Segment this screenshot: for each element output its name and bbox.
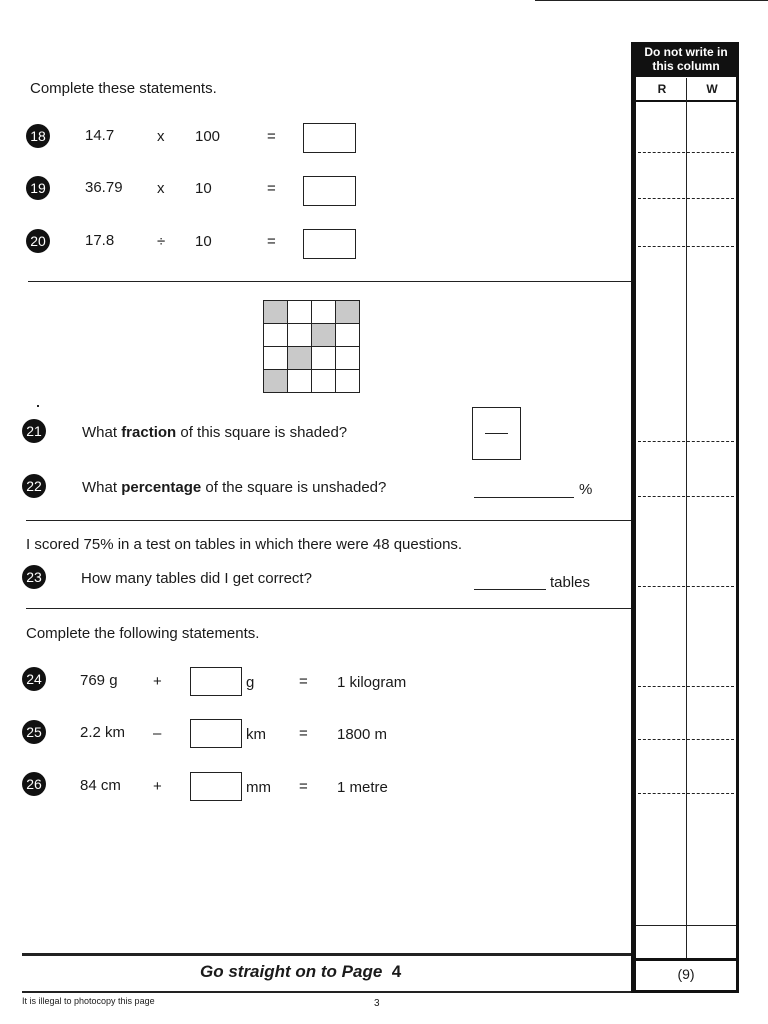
q24-answer-box[interactable] — [190, 667, 242, 696]
go-on-instruction — [200, 962, 401, 982]
grid-cell — [312, 370, 336, 393]
grid-cell — [336, 324, 360, 347]
q18-answer-box[interactable] — [303, 123, 356, 153]
footer-rule-bottom — [22, 991, 634, 993]
q25-answer-box[interactable] — [190, 719, 242, 748]
q19-operand-a: 36.79 — [85, 179, 123, 196]
question-number-25: 25 — [22, 720, 46, 744]
q24-result: 1 kilogram — [337, 674, 407, 691]
section-divider — [26, 608, 634, 609]
question-number-19: 19 — [26, 176, 50, 200]
grid-cell — [312, 301, 336, 324]
grid-cell — [336, 370, 360, 393]
q18-operand-b: 100 — [195, 128, 221, 145]
q22-text-pre: What — [82, 479, 122, 496]
q25-operator: – — [153, 725, 162, 742]
q25-equals: = — [299, 725, 308, 742]
q18-operand-a: 14.7 — [85, 127, 115, 144]
q24-operator: + — [153, 673, 162, 690]
q26-unit: mm — [246, 779, 271, 796]
footer-rule-top — [22, 953, 634, 956]
q19-operator: x — [157, 180, 165, 197]
question-number-20: 20 — [26, 229, 50, 253]
mark-line-23 — [638, 586, 734, 587]
q22-unit: % — [579, 481, 593, 498]
q26-operator: + — [153, 778, 162, 795]
legal-notice: It is illegal to photocopy this page — [22, 996, 155, 1006]
fraction-bar — [485, 433, 508, 434]
q20-answer-box[interactable] — [303, 229, 356, 259]
grid-cell — [288, 347, 312, 370]
q20-equals: = — [267, 233, 276, 250]
grid-cell — [288, 370, 312, 393]
page-number: 3 — [374, 998, 380, 1009]
mark-line-18 — [638, 152, 734, 153]
column-r-header: R — [657, 82, 667, 96]
q18-operator: x — [157, 128, 165, 145]
go-on-text: Go straight on to Page — [200, 962, 383, 981]
grid-cell — [264, 347, 288, 370]
q23-unit: tables — [550, 574, 591, 591]
question-number-23: 23 — [22, 565, 46, 589]
q24-operand-a: 769 g — [80, 672, 118, 689]
marking-divider — [686, 78, 687, 958]
section4-instruction: Complete the following statements. — [26, 625, 260, 642]
total-box-rule — [636, 925, 736, 926]
mark-line-26 — [638, 793, 734, 794]
q26-answer-box[interactable] — [190, 772, 242, 801]
q26-operand-a: 84 cm — [80, 777, 121, 794]
q19-answer-box[interactable] — [303, 176, 356, 206]
grid-cell — [264, 370, 288, 393]
grid-cell — [264, 301, 288, 324]
marking-column-header-text: Do not write in this column — [644, 45, 728, 73]
q24-unit: g — [246, 674, 255, 691]
q20-operand-b: 10 — [195, 233, 212, 250]
section3-intro: I scored 75% in a test on tables in which there were 48 questions. — [26, 536, 463, 553]
q20-operand-a: 17.8 — [85, 232, 115, 249]
section1-instruction: Complete these statements. — [30, 80, 217, 97]
q20-operator: ÷ — [157, 233, 166, 250]
grid-cell — [264, 324, 288, 347]
q21-text — [82, 424, 347, 441]
mark-line-20 — [638, 246, 734, 247]
marking-column-header — [636, 42, 736, 77]
grid-cell — [336, 301, 360, 324]
mark-line-22 — [638, 496, 734, 497]
mark-line-21 — [638, 441, 734, 442]
q26-result: 1 metre — [337, 779, 388, 796]
q24-equals: = — [299, 673, 308, 690]
mark-line-19 — [638, 198, 734, 199]
q21-text-bold: fraction — [121, 424, 177, 441]
q18-equals: = — [267, 128, 276, 145]
page-total: (9) — [677, 966, 695, 982]
q19-equals: = — [267, 180, 276, 197]
q23-text: How many tables did I get correct? — [81, 570, 312, 587]
grid-cell — [312, 324, 336, 347]
top-rule — [535, 0, 768, 1]
q26-equals: = — [299, 778, 308, 795]
q22-text-post: of the square is unshaded? — [201, 479, 387, 496]
question-number-22: 22 — [22, 474, 46, 498]
q21-fraction-answer-box[interactable] — [472, 407, 521, 460]
question-number-24: 24 — [22, 667, 46, 691]
total-box-rule-thick — [636, 958, 736, 961]
q25-unit: km — [246, 726, 266, 743]
q22-answer-line[interactable] — [474, 497, 574, 498]
section-divider — [28, 281, 634, 282]
q22-text — [82, 479, 386, 496]
dot-mark — [37, 405, 39, 407]
grid-cell — [312, 347, 336, 370]
column-w-header: W — [706, 82, 718, 96]
q25-result: 1800 m — [337, 726, 388, 743]
shaded-square-grid — [263, 300, 360, 393]
grid-cell — [288, 324, 312, 347]
grid-cell — [288, 301, 312, 324]
q22-text-bold: percentage — [121, 479, 202, 496]
mark-line-25 — [638, 739, 734, 740]
question-number-18: 18 — [26, 124, 50, 148]
q23-answer-line[interactable] — [474, 589, 546, 590]
marking-column — [631, 42, 739, 993]
section-divider — [26, 520, 634, 521]
question-number-21: 21 — [22, 419, 46, 443]
q21-text-post: of this square is shaded? — [176, 424, 348, 441]
q19-operand-b: 10 — [195, 180, 212, 197]
go-on-page: 4 — [391, 962, 402, 981]
grid-cell — [336, 347, 360, 370]
mark-line-24 — [638, 686, 734, 687]
q25-operand-a: 2.2 km — [80, 724, 126, 741]
question-number-26: 26 — [22, 772, 46, 796]
q21-text-pre: What — [82, 424, 122, 441]
